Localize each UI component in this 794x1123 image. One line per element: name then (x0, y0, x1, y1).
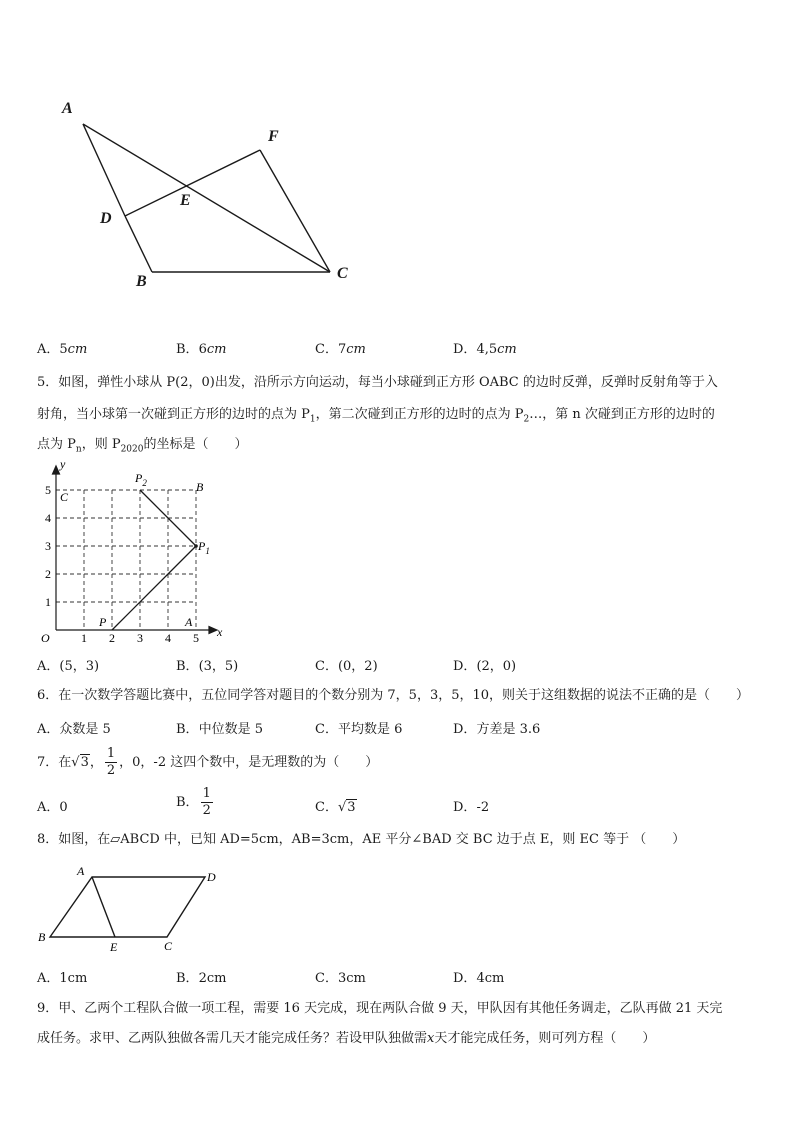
x-axis-arrow (209, 627, 217, 634)
q8-option-a[interactable]: A．1cm (37, 971, 88, 986)
q7-option-b[interactable]: B． $\frac{1}{2}$ (176, 786, 211, 818)
label-a: A (62, 100, 73, 117)
q6-option-b[interactable]: B．中位数是 5 (176, 722, 263, 737)
q7-stem: 7．在√3， $\frac{1}{2}$ ，0，-2 这四个数中，是无理数的为（ ） (37, 746, 379, 778)
q5-option-a[interactable]: A．(5，3) (37, 659, 100, 674)
label-c: C (337, 265, 348, 282)
q8-parallelogram-figure (35, 862, 225, 954)
q5-line2: 射角，当小球第一次碰到正方形的边时的点为 $P_1$，第二次碰到正方形的边时的点为 $P_2\dots$，第 n 次碰到正方形的边时的 (37, 407, 715, 425)
q7-option-a[interactable]: A．0 (37, 800, 68, 815)
origin-label: O (41, 631, 50, 645)
y-tick-1: 1 (45, 595, 51, 609)
y-axis-label: y (60, 460, 66, 471)
point-p-label: P (99, 615, 107, 629)
q4-option-d[interactable]: D．4,5cm (453, 342, 517, 357)
point-p2-label: $P_2$ (135, 471, 147, 488)
grid-lines (56, 490, 196, 630)
q5-option-c[interactable]: C．(0，2) (315, 659, 378, 674)
q7-option-c[interactable]: C．√3 (315, 800, 356, 815)
x-axis-label: x (217, 625, 223, 639)
figure-1-geometry (40, 90, 380, 300)
y-tick-3: 3 (45, 539, 51, 553)
point-p1-label: $P_1$ (198, 539, 210, 556)
point-b-label: B (196, 480, 204, 494)
q7-option-d[interactable]: D．-2 (453, 800, 490, 815)
y-axis-arrow (53, 466, 60, 474)
q6-option-a[interactable]: A．众数是 5 (37, 722, 111, 737)
q8-label-b: B (38, 930, 46, 944)
q6-option-c[interactable]: C．平均数是 6 (315, 722, 403, 737)
x-tick-4: 4 (165, 631, 171, 645)
q7-fraction: $\frac{1}{2}$ (106, 746, 116, 778)
q4-option-c[interactable]: C．7cm (315, 342, 366, 357)
label-b: B (136, 273, 147, 290)
label-e: E (180, 192, 191, 209)
label-d: D (100, 210, 112, 227)
q6-stem: 6．在一次数学答题比赛中，五位同学答对题目的个数分别为 7，5，3，5，10，则关于这组数据的说法不正确的是（ ） (37, 688, 750, 703)
q8-option-b[interactable]: B．2cm (176, 971, 227, 986)
q4-option-b[interactable]: B．6cm (176, 342, 227, 357)
point-a-label: A (185, 615, 193, 629)
q8-label-d: D (207, 870, 216, 884)
q8-option-c[interactable]: C．3cm (315, 971, 366, 986)
label-f: F (268, 128, 279, 145)
q5-line1: 5．如图，弹性小球从 P(2，0)出发，沿所示方向运动，每当小球碰到正方形 OABC 的边时反弹，反弹时反射角等于入 (37, 375, 718, 390)
y-tick-4: 4 (45, 511, 51, 525)
y-tick-2: 2 (45, 567, 51, 581)
segment-db (125, 216, 152, 272)
point-c-label: C (60, 490, 69, 504)
q5-coordinate-graph (37, 460, 237, 645)
x-tick-3: 3 (137, 631, 143, 645)
parallelogram-abcd (50, 877, 205, 937)
q9-line1: 9．甲、乙两个工程队合做一项工程，需要 16 天完成，现在两队合做 9 天，甲队因有其他任务调走，乙队再做 21 天完 (37, 1001, 723, 1016)
q8-stem: 8．如图，在▱ABCD 中，已知 AD=5cm，AB=3cm，AE 平分∠BAD 交 BC 边于点 E，则 EC 等于 （ ） (37, 832, 686, 847)
segment-ae (92, 877, 115, 937)
q5-line3: 点为 $P_n$，则 $P_{2020}$的坐标是（ ） (37, 437, 248, 455)
segment-ac (83, 124, 330, 272)
y-tick-5: 5 (45, 483, 51, 497)
path-p-p1 (112, 546, 196, 630)
q6-option-d[interactable]: D．方差是 3.6 (453, 722, 541, 737)
segment-fc (260, 150, 330, 272)
segment-df (125, 150, 260, 216)
q8-label-a: A (77, 864, 85, 878)
x-tick-1: 1 (81, 631, 87, 645)
q8-label-c: C (164, 939, 173, 953)
q4-option-a[interactable]: A．5cm (37, 342, 88, 357)
segment-ad (83, 124, 125, 216)
q5-option-d[interactable]: D．(2，0) (453, 659, 517, 674)
x-tick-2: 2 (109, 631, 115, 645)
q8-option-d[interactable]: D．4cm (453, 971, 505, 986)
q8-label-e: E (110, 940, 118, 954)
q9-line2: 成任务。求甲、乙两队独做各需几天才能完成任务？若设甲队独做需x天才能完成任务，则可列方程（ ） (37, 1031, 656, 1046)
q5-option-b[interactable]: B．(3，5) (176, 659, 239, 674)
x-tick-5: 5 (193, 631, 199, 645)
